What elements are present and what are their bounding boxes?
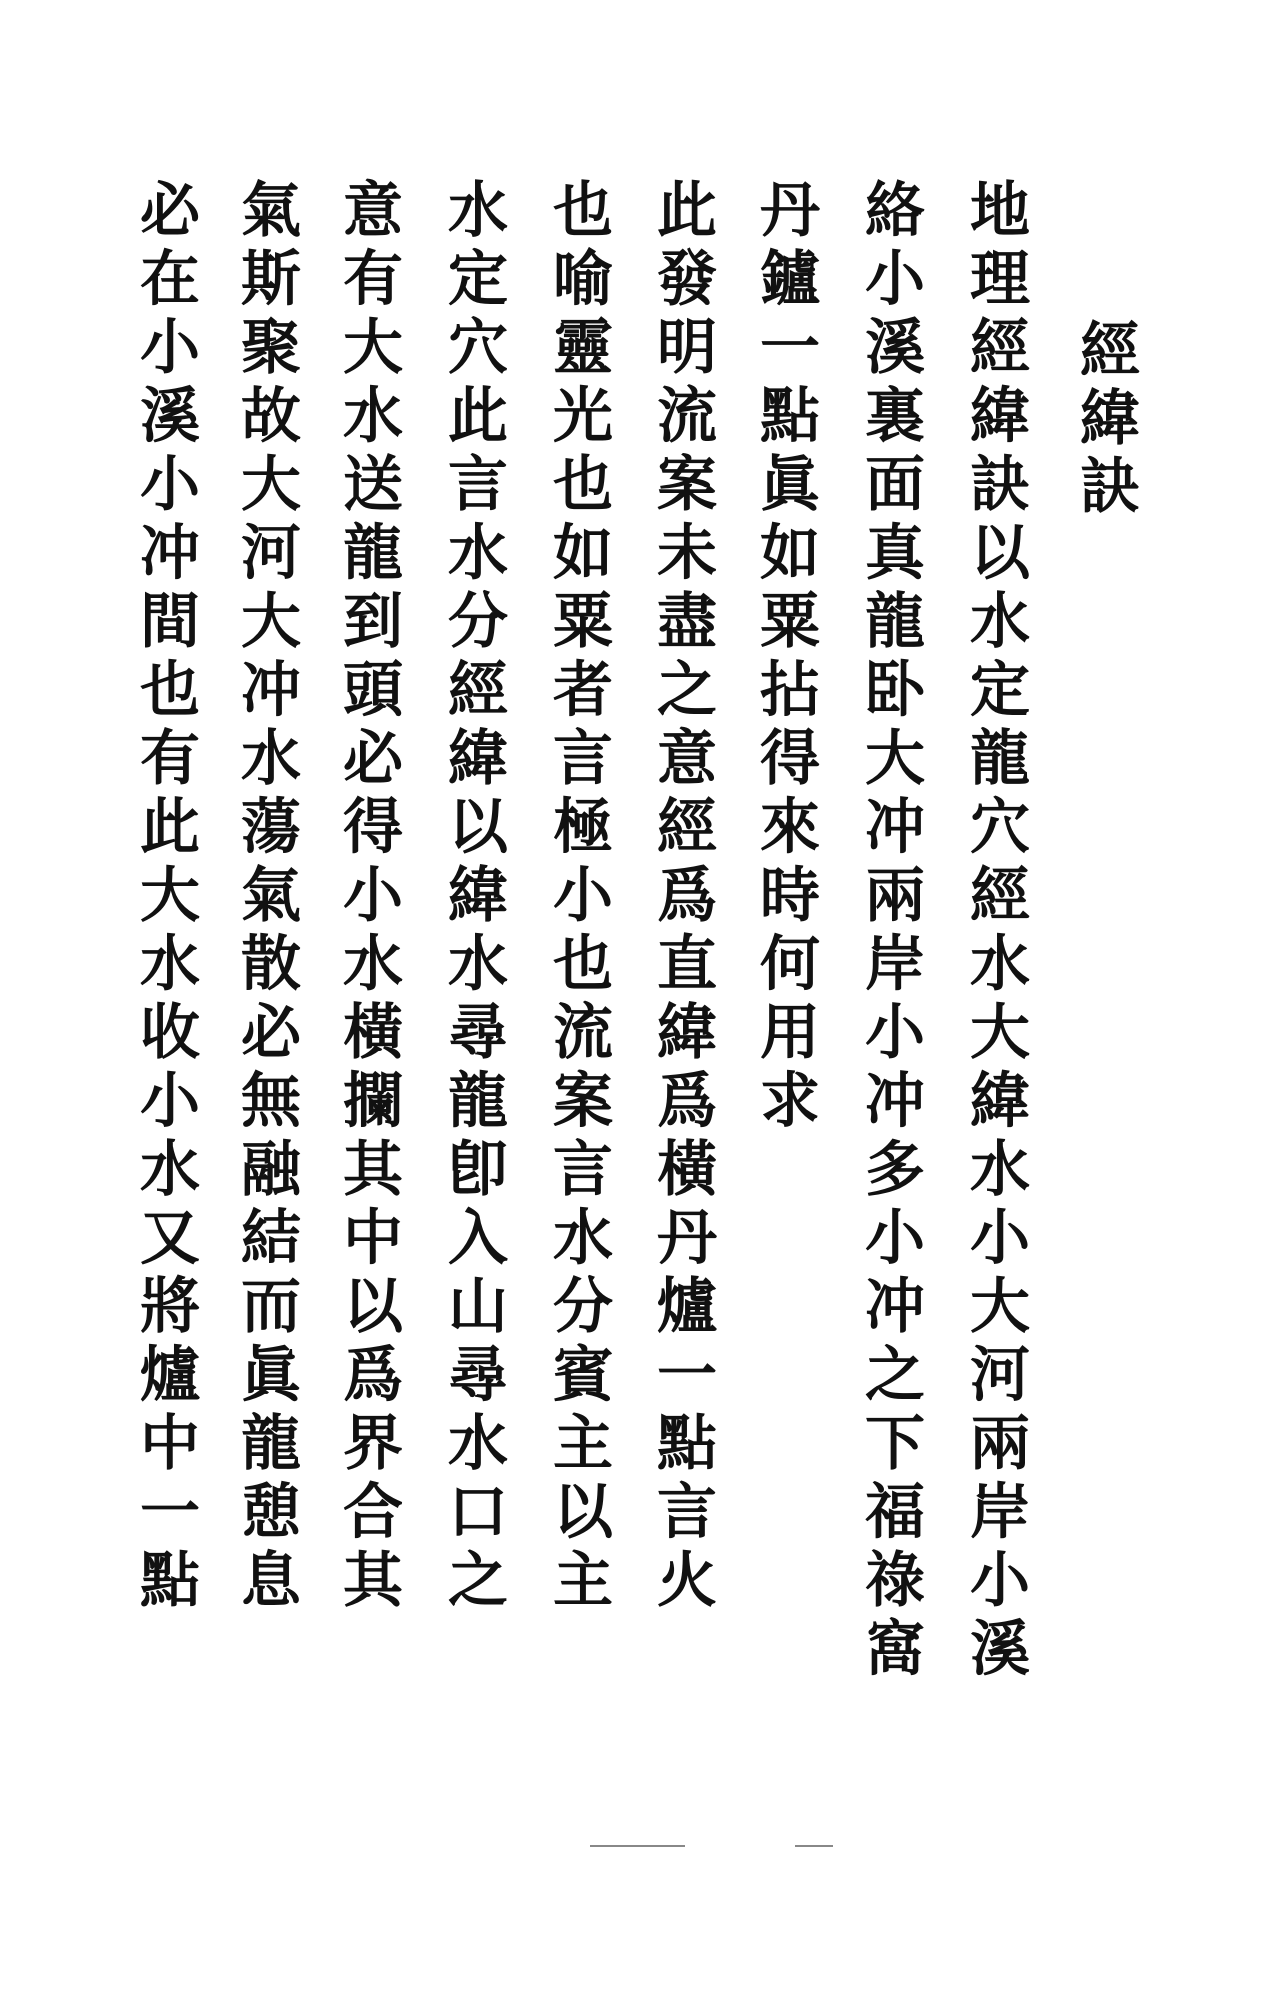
text-column-3: 丹鑪一點眞如粟拈得來時何用求: [750, 178, 820, 1137]
text-column-8: 氣斯聚故大河大冲水蕩氣散必無融結而眞龍憩息: [231, 178, 301, 1617]
text-column-6: 水定穴此言水分經緯以緯水尋龍卽入山尋水口之: [438, 178, 508, 1617]
text-column-1: 地理經緯訣以水定龍穴經水大緯水小大河兩岸小溪: [960, 178, 1030, 1685]
text-column-7: 意有大水送龍到頭必得小水橫攔其中以爲界合其: [333, 178, 403, 1617]
section-title: 經緯訣: [1070, 318, 1140, 522]
text-column-2: 絡小溪裏面真龍卧大冲兩岸小冲多小冲之下福祿窩: [855, 178, 925, 1685]
text-column-4: 此發明流案未盡之意經爲直緯爲橫丹爐一點言火: [647, 178, 717, 1617]
page-divider: [590, 1845, 685, 1847]
text-column-9: 必在小溪小冲間也有此大水收小水又將爐中一點: [130, 178, 200, 1617]
page-divider: [795, 1845, 833, 1847]
text-column-5: 也喻靈光也如粟者言極小也流案言水分賓主以主: [543, 178, 613, 1617]
